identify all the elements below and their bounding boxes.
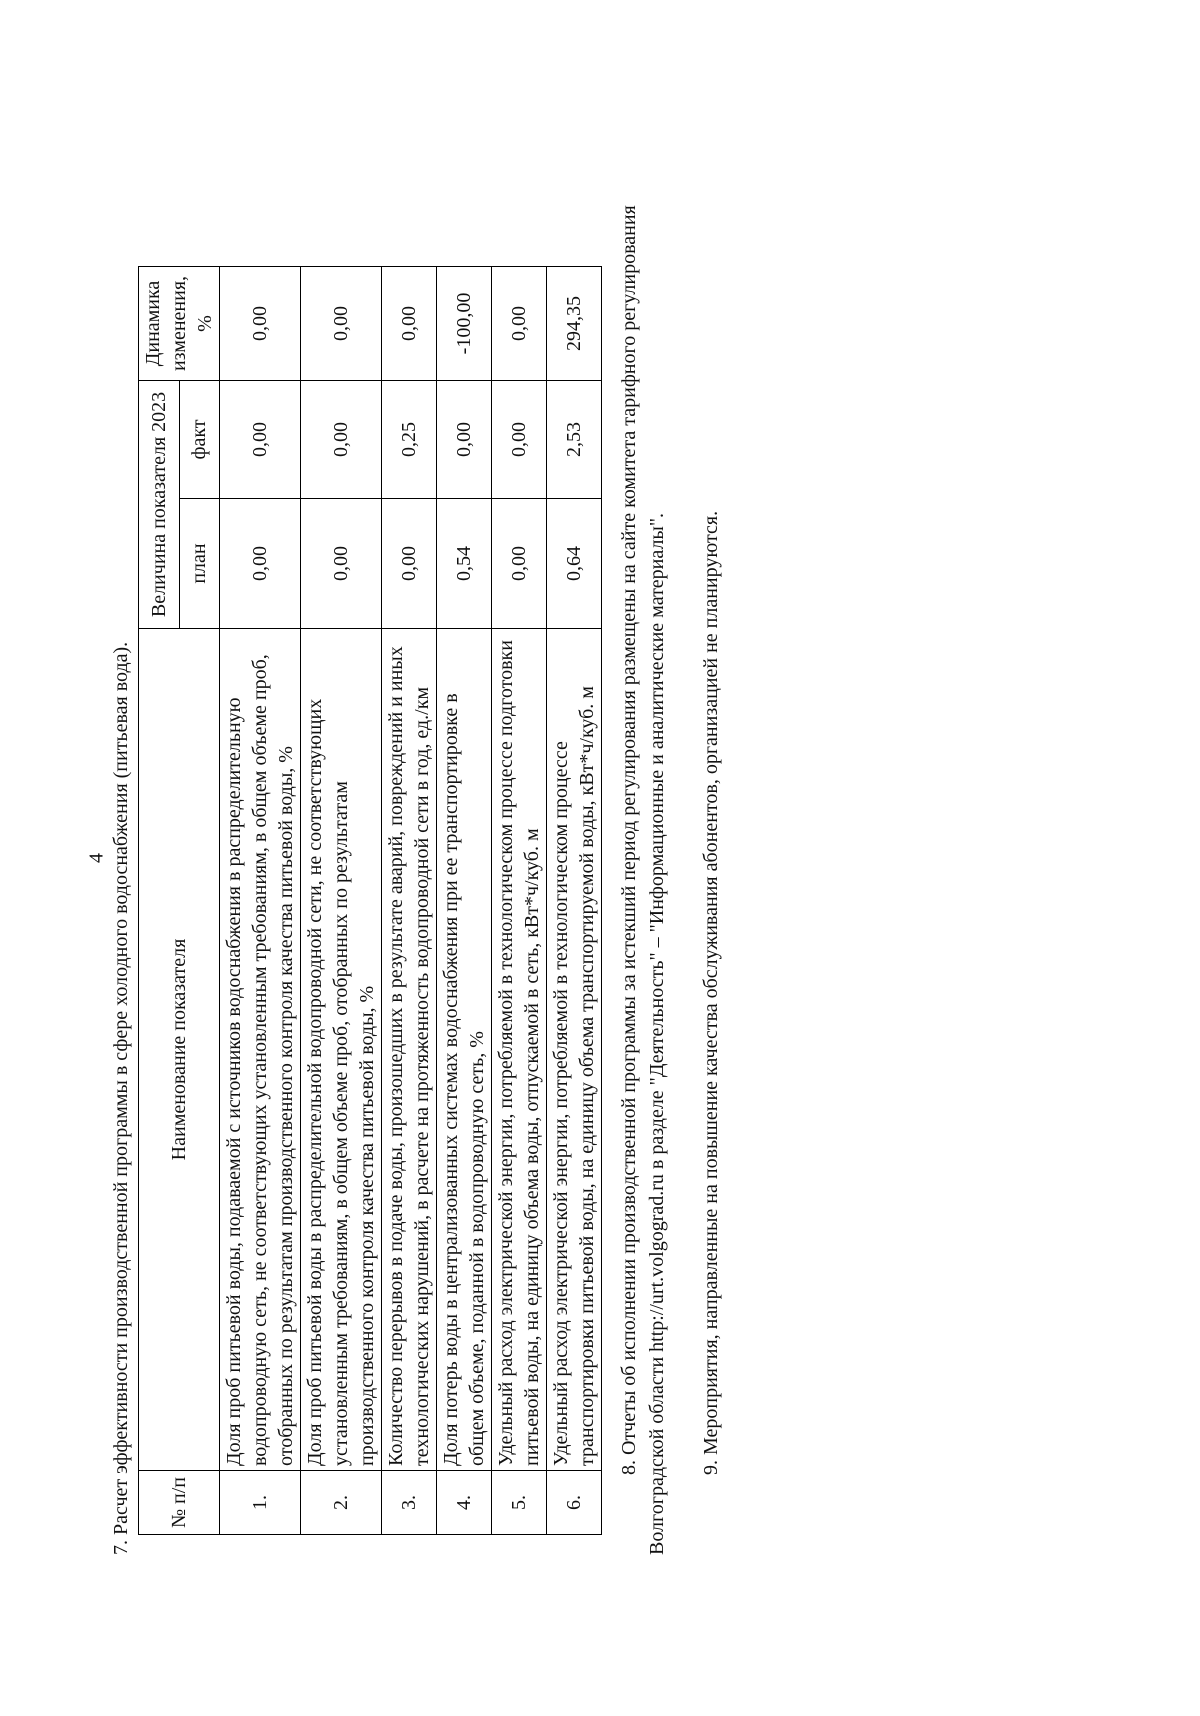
- indicator-name: Удельный расход электрической энергии, потребляемой в технологическом процессе транспортировки питьевой воды, на единицу объема транспортируемой воды, кВт*ч/куб. м: [547, 629, 602, 1471]
- dynamics-value: 294,35: [547, 266, 602, 380]
- efficiency-table: [138, 114, 602, 1535]
- header-value-group: Величина показателя 2023: [139, 380, 180, 628]
- header-row: [139, 114, 180, 1534]
- indicator-name: Удельный расход электрической энергии, потребляемой в технологическом процессе подготовки питьевой воды, на единицу объема воды, отпускаемой в сеть, кВт*ч/куб. м: [492, 629, 547, 1471]
- dynamics-value: 0,00: [301, 266, 382, 380]
- dynamics-value: 0,00: [220, 266, 301, 380]
- table-row: [301, 114, 382, 1534]
- table-row: [220, 114, 301, 1534]
- plan-value: 0,00: [382, 499, 437, 629]
- indicator-name: Доля проб питьевой воды, подаваемой с источников водоснабжения в распределительную водопроводную сеть, не соответствующих установленным требованиям, в общем объеме проб, отобранных по результатам производственного контроля качества питьевой воды, %: [220, 629, 301, 1471]
- table-row: [437, 114, 492, 1534]
- note-9: 9. Мероприятия, направленные на повышение качества обслуживания абонентов, организацией не планируются.: [700, 510, 722, 1475]
- fact-value: 0,00: [301, 380, 382, 498]
- fact-value: 0,00: [492, 380, 547, 498]
- header-num: № п/п: [139, 1471, 220, 1535]
- fact-value: 0,00: [220, 380, 301, 498]
- table-row: [492, 114, 547, 1534]
- row-number: 6.: [547, 1471, 602, 1535]
- note-8: [615, 115, 671, 1555]
- table-title: 7. Расчет эффективности производственной программы в сфере холодного водоснабжения (питьевая вода).: [110, 641, 132, 1555]
- table-row: [547, 114, 602, 1534]
- indicator-name: Доля потерь воды в централизованных системах водоснабжения при ее транспортировке в общем объеме, поданной в водопроводную сеть, %: [437, 629, 492, 1471]
- plan-value: 0,54: [437, 499, 492, 629]
- dynamics-value: 0,00: [492, 266, 547, 380]
- note-8-text: 8. Отчеты об исполнении производственной программы за истекший период регулирования размещены на сайте комитета тарифного регулирования Волгоградской области http://urt.volgograd.ru в разделе "Деятельность" – "Информационные и аналитические материалы".: [618, 205, 668, 1555]
- row-number: 2.: [301, 1471, 382, 1535]
- row-number: 4.: [437, 1471, 492, 1535]
- fact-value: 2,53: [547, 380, 602, 498]
- dynamics-value: -100,00: [437, 266, 492, 380]
- header-name: Наименование показателя: [139, 629, 220, 1471]
- header-plan: план: [179, 499, 220, 629]
- indicator-name: Доля проб питьевой воды в распределительной водопроводной сети, не соответствующих установленным требованиям, в общем объеме проб, отобранных по результатам производственного контроля качества питьевой воды, %: [301, 629, 382, 1471]
- page-number: 4: [85, 853, 108, 863]
- indicator-name: Количество перерывов в подаче воды, произошедших в результате аварий, повреждений и иных технологических нарушений, в расчете на протяженность водопроводной сети в год, ед./км: [382, 629, 437, 1471]
- plan-value: 0,00: [220, 499, 301, 629]
- fact-value: 0,25: [382, 380, 437, 498]
- plan-value: 0,00: [301, 499, 382, 629]
- header-fact: факт: [179, 380, 220, 498]
- row-number: 5.: [492, 1471, 547, 1535]
- plan-value: 0,00: [492, 499, 547, 629]
- fact-value: 0,00: [437, 380, 492, 498]
- plan-value: 0,64: [547, 499, 602, 629]
- row-number: 1.: [220, 1471, 301, 1535]
- rotated-content: [110, 85, 1150, 1555]
- dynamics-value: 0,00: [382, 266, 437, 380]
- table-row: [382, 114, 437, 1534]
- row-number: 3.: [382, 1471, 437, 1535]
- header-dynamics: Динамика изменения, %: [139, 266, 220, 380]
